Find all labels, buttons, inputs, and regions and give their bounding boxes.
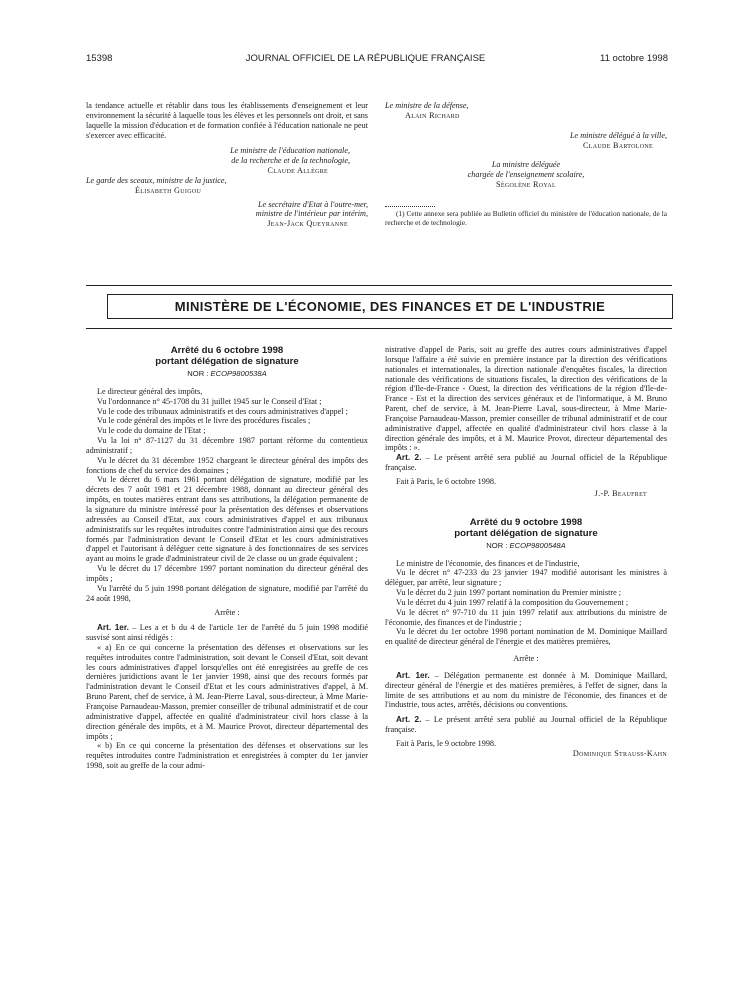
signatory-name: Ségolène Royal (496, 180, 556, 190)
continuation-paragraph: la tendance actuelle et rétablir dans tous les établissements d'enseignement et leur environnement la sécurité à laquelle tous les élèves et les personnels ont droit, et sans laquelle la mission d'éducation et de formation confiée à l'éducation nationale ne peut s'exercer avec efficacité. (86, 101, 368, 140)
visa: Vu le décret du 31 décembre 1952 chargeant le directeur général des impôts des fonctions de chef du service des domaines ; (86, 455, 368, 475)
arrete-2-column (385, 345, 667, 759)
visa: Vu la loi n° 87-1127 du 31 décembre 1987 portant réforme du contentieux administratif ; (86, 436, 368, 455)
article-2 (385, 715, 667, 735)
arrete-1-column (86, 345, 368, 771)
ministry-banner: MINISTÈRE DE L'ÉCONOMIE, DES FINANCES ET DE L'INDUSTRIE (107, 294, 673, 319)
arrete-subtitle: portant délégation de signature (454, 527, 598, 539)
signatory-title: Le secrétaire d'Etat à l'outre-mer, (258, 199, 368, 209)
visa: Vu le décret du 1er octobre 1998 portant nomination de M. Dominique Maillard en qualité de directeur général de l'énergie et des matières premières, (385, 627, 667, 647)
article-label: Art. 1er. (396, 670, 430, 680)
signatory-name: Claude Bartolone (583, 140, 653, 150)
signatory-title: de la recherche et de la technologie, (231, 156, 350, 166)
article-text: – Les a et b du 4 de l'article 1er de l'arrêté du 5 juin 1998 modifié susvisé sont ainsi rédigés : (86, 623, 368, 643)
footnote-rule (385, 206, 435, 207)
visa: Vu le code général des impôts et le livre des procédures fiscales ; (97, 416, 311, 426)
visa: Vu le décret du 2 juin 1997 portant nomination du Premier ministre ; (396, 588, 622, 598)
arrete-subtitle: portant délégation de signature (155, 356, 299, 367)
visa: Vu le code des tribunaux administratifs et des cours administratives d'appel ; (97, 406, 348, 416)
signatory-title: Le ministre de la défense, (385, 101, 469, 110)
fait-a: Fait à Paris, le 9 octobre 1998. (396, 739, 497, 748)
issue-date: 11 octobre 1998 (600, 53, 668, 64)
article-label: Art. 2. (396, 453, 422, 463)
nor-code: ECOP9800548A (509, 540, 566, 550)
visa: Vu le décret du 17 décembre 1997 portant nomination du directeur général des impôts ; (86, 564, 368, 583)
visa: Vu le décret du 4 juin 1997 relatif à la composition du Gouvernement ; (396, 597, 629, 607)
nor-label: NOR : (486, 540, 508, 550)
article-1 (385, 671, 667, 710)
signatory-name: Alain Richard (405, 110, 460, 120)
arrete-title: Arrêté du 9 octobre 1998 (469, 516, 583, 528)
visa: Vu le décret n° 47-233 du 23 janvier 1947 modifié autorisant les ministres à déléguer, par arrêté, leur signature ; (385, 568, 667, 588)
visa: Vu le code du domaine de l'Etat ; (97, 426, 206, 436)
signatory-title: chargée de l'enseignement scolaire, (467, 170, 585, 180)
article-text: – Le présent arrêté sera publié au Journal officiel de la République française. (385, 453, 667, 473)
footnote: (1) Cette annexe sera publiée au Bulletin officiel du ministère de l'éducation nationale, de la recherche et de technologie. (385, 208, 667, 227)
nor-label: NOR : (187, 369, 209, 378)
article-text: – Délégation permanente est donnée à M. Dominique Maillard, directeur général de l'énergie et des matières premières, à l'effet de signer, dans la limite de ses attributions et au nom du ministre de l'économie, des finances et de l'industrie, tous actes, arrêtés, décisions ou conventions. (385, 670, 667, 710)
signatory-name: Claude Allègre (267, 166, 328, 176)
banner-rule-top (86, 285, 672, 286)
journal-title: JOURNAL OFFICIEL DE LA RÉPUBLIQUE FRANÇAISE (245, 53, 486, 64)
nor-code: ECOP9800538A (210, 369, 267, 378)
signatory-title: Le garde des sceaux, ministre de la justice, (86, 175, 227, 185)
paragraph-b: « b) En ce qui concerne la présentation des défenses et observations sur les requêtes introduites contre l'administration et enregistrées à compter du 1er janvier 1998, soit au greffe de la cour admi- (86, 741, 368, 771)
arrete-word: Arrête : (513, 654, 539, 664)
article-2 (385, 453, 667, 473)
signatory-name: Élisabeth Guigou (135, 185, 202, 195)
article-label: Art. 2. (396, 715, 422, 725)
article-text: – Le présent arrêté sera publié au Journal officiel de la République française. (385, 715, 667, 735)
arrete-word: Arrête : (214, 608, 240, 618)
signatory-title: Le ministre délégué à la ville, (569, 130, 667, 140)
fait-a: Fait à Paris, le 6 octobre 1998. (396, 476, 497, 486)
visa: Vu l'ordonnance n° 45-1708 du 31 juillet 1945 sur le Conseil d'Etat ; (97, 396, 322, 406)
nor-reference (385, 541, 667, 551)
visa: Vu l'arrêté du 5 juin 1998 portant délégation de signature, modifié par l'arrêté du 24 août 1998, (86, 583, 368, 603)
signatory-name: J.-P. Beaufret (594, 488, 647, 498)
signatory-title: Le ministre de l'éducation nationale, (230, 146, 350, 156)
page-number: 15398 (86, 53, 113, 64)
arrete-title: Arrêté du 6 octobre 1998 (170, 345, 284, 356)
top-left-column (86, 101, 368, 229)
signatory-title: ministre de l'intérieur par intérim, (255, 209, 368, 219)
top-right-column (385, 101, 667, 227)
paragraph-a: « a) En ce qui concerne la présentation des défenses et observations sur les requêtes introduites contre l'administration, soit devant le Conseil d'Etat, soit devant les cours administratives d'appel lorsqu'elles ont été enregistrées au greffe de ces dernières juridictions avant le 1er janvier 1998, ainsi que des recours formés par l'administration devant le Conseil d'Etat et les cours administratives d'appel, à M. Bruno Parent, chef de service, à M. Jean-Pierre Laval, sous-directeur, à Mme Marie-Françoise Parnaudeau-Masson, premier conseiller de tribunal administratif et de cour administrative d'appel, affectée en qualité d'administrateur civil hors classe à la direction générale des impôts, et à M. Maurice Provot, directeur départemental des impôts ; (86, 642, 368, 741)
preamble: Le ministre de l'économie, des finances et de l'industrie, (396, 558, 580, 568)
arrete-1-continuation: nistrative d'appel de Paris, soit au greffe des autres cours administratives d'appel lorsque l'affaire a été suivie en première instance par la direction des vérifications nationales et internationales, la direction nationale d'enquêtes fiscales, la direction nationale des vérifications de situations fiscales, la direction des vérifications de la région d'Ile-de-France - Ouest, la direction des vérifications de la région d'Ile-de-France - Est et la direction des services généraux et de l'informatique, à M. Bruno Parent, chef de service, à M. Jean-Pierre Laval, sous-directeur, à Mme Marie-Françoise Parnaudeau-Masson, premier conseiller de tribunal administratif et de cour administrative d'appel, affectée en qualité d'administrateur civil hors classe à la direction générale des impôts, et à M. Maurice Provot, directeur départemental des impôts : ». (385, 345, 667, 453)
visa: Vu le décret n° 97-710 du 11 juin 1997 relatif aux attributions du ministre de l'économie, des finances et de l'industrie ; (385, 607, 667, 627)
article-label: Art. 1er. (97, 623, 129, 633)
nor-reference (86, 369, 368, 379)
signatory-title: La ministre déléguée (491, 160, 561, 170)
visa: Vu le décret du 6 mars 1961 portant délégation de signature, modifié par les décrets des 7 août 1981 et 21 décembre 1988, donnant au directeur général des impôts, en toutes matières entrant dans ses attributions, la délégation permanente de la signature du ministre intéressé pour la présentation des défenses et observations adressées au Conseil d'Etat, aux cours administratives d'appel et aux tribunaux administratifs sur les requêtes introduites contre l'administration ainsi que des recours formés par l'administration devant le Conseil d'Etat et les cours administratives d'appel et l'autorisant à déléguer cette signature à des fonctionnaires de ses services ayant au moins le grade d'administrateur civil de 2e classe ou un grade équivalent ; (86, 475, 368, 564)
article-1 (86, 623, 368, 643)
preamble: Le directeur général des impôts, (97, 386, 203, 396)
signatory-name: Dominique Strauss-Kahn (572, 748, 667, 758)
banner-rule-bottom (86, 328, 672, 329)
signatory-name: Jean-Jack Queyranne (267, 219, 348, 229)
